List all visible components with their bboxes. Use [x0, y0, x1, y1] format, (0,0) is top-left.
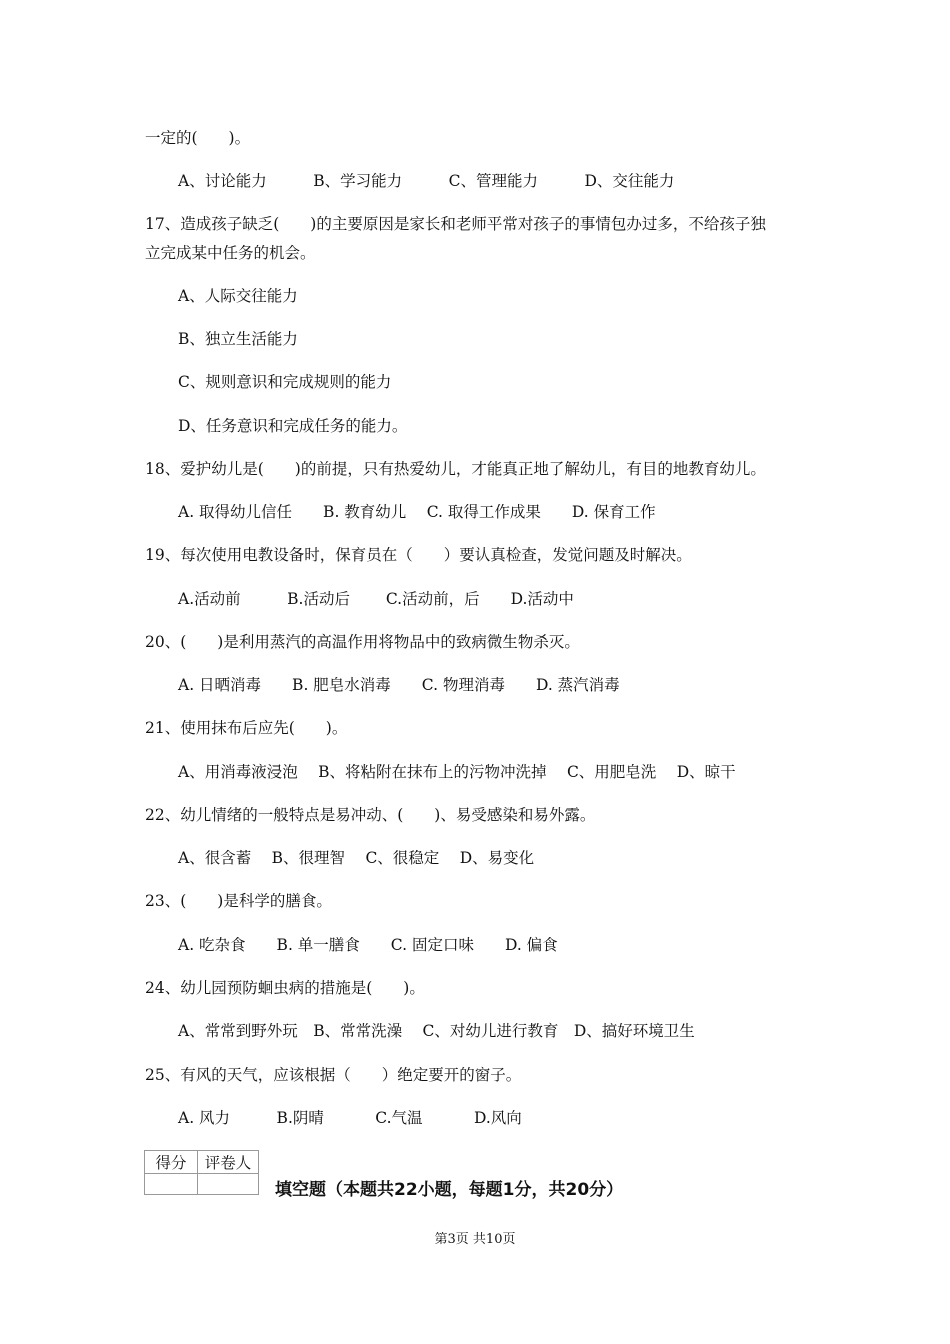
- answer-options-line: A.活动前 B.活动后 C.活动前，后 D.活动中: [178, 590, 574, 608]
- section-title: 填空题（本题共22小题，每题1分，共20分）: [275, 1180, 624, 1200]
- answer-options-line: A、很含蓄 B、很理智 C、很稳定 D、易变化: [178, 849, 535, 867]
- reviewer-cell: [198, 1174, 259, 1195]
- question-line: 18、爱护幼儿是( )的前提，只有热爱幼儿，才能真正地了解幼儿，有目的地教育幼儿。: [145, 460, 766, 478]
- question-line: 24、幼儿园预防蛔虫病的措施是( )。: [145, 979, 425, 997]
- answer-options-line: A. 取得幼儿信任 B. 教育幼儿 C. 取得工作成果 D. 保育工作: [178, 503, 656, 521]
- question-line: 21、使用抹布后应先( )。: [145, 719, 348, 737]
- score-label: 得分: [145, 1151, 198, 1174]
- question-line: 25、有风的天气，应该根据（ ）绝定要开的窗子。: [145, 1066, 522, 1084]
- answer-options-line: B、独立生活能力: [178, 330, 298, 348]
- answer-options-line: A、人际交往能力: [178, 287, 298, 305]
- answer-options-line: C、规则意识和完成规则的能力: [178, 373, 392, 391]
- answer-options-line: A、常常到野外玩 B、常常洗澡 C、对幼儿进行教育 D、搞好环境卫生: [178, 1022, 695, 1040]
- question-line: 20、( )是利用蒸汽的高温作用将物品中的致病微生物杀灭。: [145, 633, 580, 651]
- question-line: 19、每次使用电教设备时，保育员在（ ）要认真检查，发觉问题及时解决。: [145, 546, 692, 564]
- score-table: [144, 1150, 259, 1195]
- answer-options-line: A. 风力 B.阴晴 C.气温 D.风向: [178, 1109, 522, 1127]
- score-cell: [145, 1174, 198, 1195]
- page-footer: 第3页 共10页: [434, 1232, 516, 1247]
- question-line: 17、造成孩子缺乏( )的主要原因是家长和老师平常对孩子的事情包办过多，不给孩子独: [145, 215, 766, 233]
- answer-options-line: D、任务意识和完成任务的能力。: [178, 417, 408, 435]
- answer-options-line: A. 日晒消毒 B. 肥皂水消毒 C. 物理消毒 D. 蒸汽消毒: [178, 676, 620, 694]
- question-line: 一定的( )。: [145, 129, 251, 147]
- reviewer-label: 评卷人: [198, 1151, 259, 1174]
- question-line: 22、幼儿情绪的一般特点是易冲动、( )、易受感染和易外露。: [145, 806, 596, 824]
- answer-options-line: A. 吃杂食 B. 单一膳食 C. 固定口味 D. 偏食: [178, 936, 558, 954]
- question-line: 立完成某中任务的机会。: [145, 244, 316, 262]
- answer-options-line: A、讨论能力 B、学习能力 C、管理能力 D、交往能力: [178, 172, 675, 190]
- question-line: 23、( )是科学的膳食。: [145, 892, 332, 910]
- answer-options-line: A、用消毒液浸泡 B、将粘附在抹布上的污物冲洗掉 C、用肥皂洗 D、晾干: [178, 763, 736, 781]
